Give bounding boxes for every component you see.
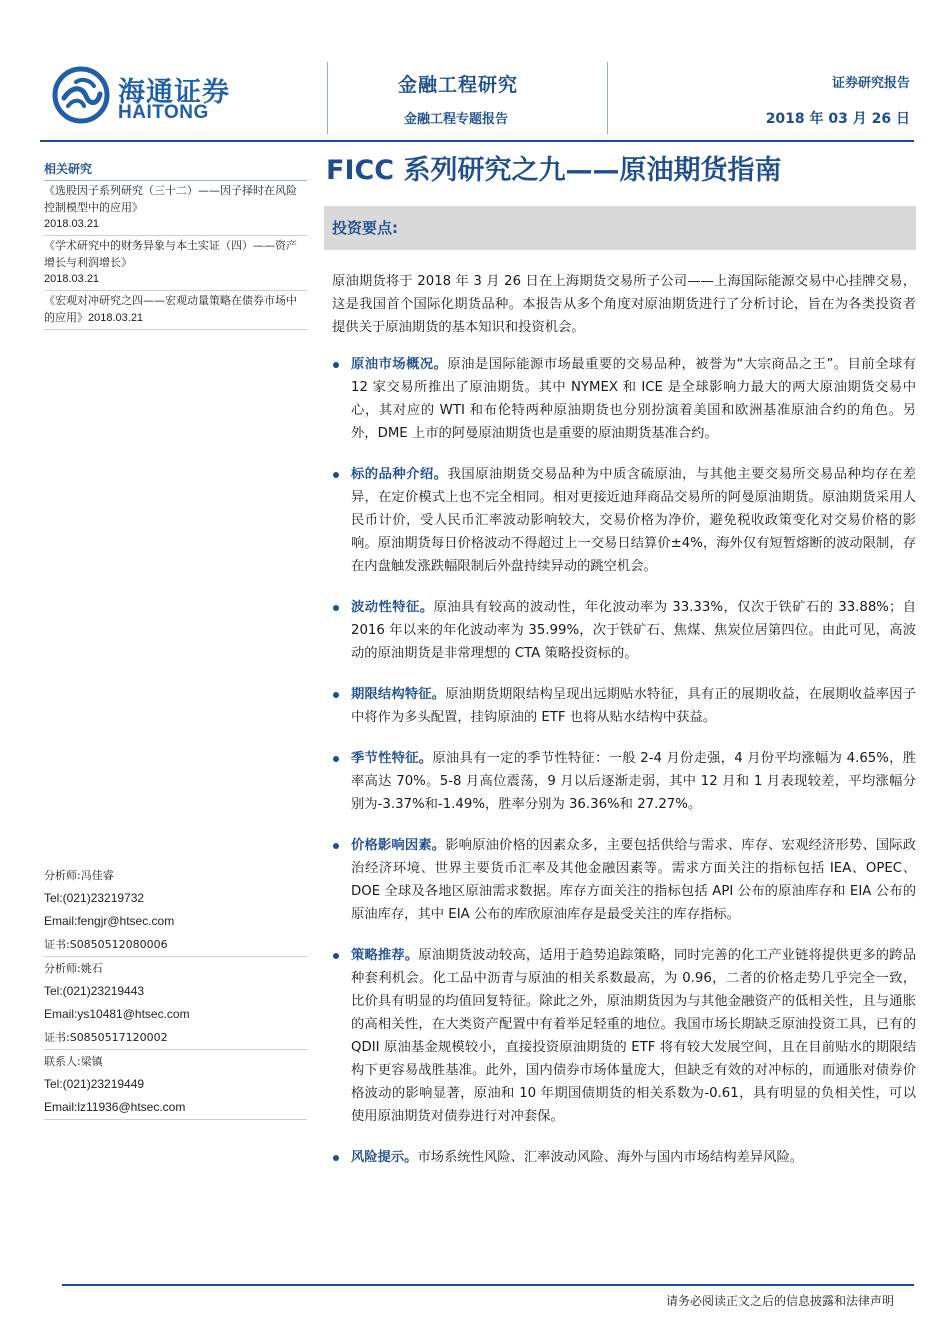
key-point [324,747,916,816]
contact-name: 联系人:梁镇 [44,1055,103,1068]
key-points-label: 投资要点: [332,219,398,237]
analyst-certificate: 证书:S0850517120002 [44,1031,168,1044]
bullet-dot-icon [333,953,339,959]
related-report-date: 2018.03.21 [88,312,144,324]
analyst-email[interactable]: Email:ys10481@htsec.com [44,1007,190,1021]
analyst-contact [44,864,307,957]
key-point-text: 我国原油期货交易品种为中质含硫原油，与其他主要交易所交易品种均存在差异，在定价模式上也不完全相同。相对更接近迪拜商品交易所的阿曼原油期货。原油期货采用人民币计价，受人民币汇率波动影响较大，交易价格为净价，避免税收政策变化对交易价格的影响。原油期货每日价格波动不得超过上一交易日结算价±4%，海外仅有短暂熔断的波动限制，存在内盘触发涨跌幅限制后外盘持续异动的跳空机会。 [351,467,917,574]
key-point-text: 市场系统性风险、汇率波动风险、海外与国内市场结构差异风险。 [417,1150,804,1165]
analyst-tel: Tel:(021)23219732 [44,891,145,905]
key-point [324,834,916,926]
analyst-tel: Tel:(021)23219443 [44,984,145,998]
key-point [324,596,916,665]
key-point-heading: 价格影响因素。 [351,838,446,853]
key-point [324,463,916,578]
key-point-text: 影响原油价格的因素众多，主要包括供给与需求、库存、宏观经济形势、国际政治经济环境、世界主要货币汇率及其他金融因素等。需求方面关注的指标包括 IEA、OPEC、DOE 全球及各地区原油需求数据。库存方面关注的指标包括 API 公布的原油库存和 EIA 公布的原油库存，其中 EIA 公布的库欣原油库存是最受关注的库存指标。 [351,838,917,922]
report-title: FICC 系列研究之九——原油期货指南 [326,155,782,186]
bullet-dot-icon [333,362,339,368]
header-divider-left [327,62,328,134]
header-divider-right [607,62,608,134]
contact-email[interactable]: Email:lz11936@htsec.com [44,1100,186,1114]
logo-chinese-text: 海通证券 [118,77,230,108]
analyst-contact [44,1050,307,1120]
key-point-heading: 波动性特征。 [351,600,434,615]
key-points-list [324,353,916,1169]
report-date: 2018 年 03 月 26 日 [765,111,910,127]
main-content [324,150,916,1187]
key-point-heading: 季节性特征。 [351,751,433,766]
department-title: 金融工程研究 [398,74,519,96]
key-point-text: 原油具有较高的波动性，年化波动率为 33.33%，仅次于铁矿石的 33.88%；自 2016 年以来的年化波动率为 35.99%，次于铁矿石、焦煤、焦炭位居第四位。由此可见，高波动的原油期货是非常理想的 CTA 策略投资标的。 [351,600,917,661]
contact-tel: Tel:(021)23219449 [44,1077,145,1091]
haitong-logo-icon [52,66,110,124]
key-point [324,1146,916,1169]
bullet-dot-icon [333,692,339,698]
key-point-text: 原油期货波动较高，适用于趋势追踪策略，同时完善的化工产业链将提供更多的跨品种套利机会。化工品中沥青与原油的相关系数最高，为 0.96，二者的价格走势几乎完全一致，比价具有明显的均值回复特征。除此之外，原油期货因为与其他金融资产的低相关性，且与通胀的高相关性，在大类资产配置中有着举足轻重的地位。我国市场长期缺乏原油投资工具，已有的 QDII 原油基金规模较小，直接投资原油期货的 ETF 将有较大发展空间，且在目前贴水的期限结构下更容易战胜基准。此外，国内债券市场体量庞大，但缺乏有效的对冲标的，而通胀对债券价格波动的影响显著，原油和 10 年期国债期货的相关系数为-0.61，具有明显的负相关性，可以使用原油期货对债券进行对冲套保。 [351,948,916,1124]
key-point-text: 原油是国际能源市场最重要的交易品种，被誉为“大宗商品之王”。目前全球有 12 家交易所推出了原油期货。其中 NYMEX 和 ICE 是全球影响力最大的两大原油期货交易中心，其对应的 WTI 和布伦特两种原油期货也分别扮演着美国和欧洲基准原油合约的角色。另外，DME 上市的阿曼原油期货也是重要的原油期货基准合约。 [351,357,917,441]
haitong-logo [52,66,252,126]
header-rule [40,140,914,142]
key-point-heading: 期限结构特征。 [351,687,446,702]
bullet-dot-icon [333,843,339,849]
footer-rule [62,1284,914,1286]
bullet-dot-icon [333,605,339,611]
related-report[interactable] [44,236,307,291]
related-report-title [44,292,307,327]
key-points-bar [324,206,916,250]
related-report-title: 《选股因子系列研究（三十二）——因子择时在风险控制模型中的应用》 [44,184,297,214]
key-point-heading: 风险提示。 [351,1150,418,1165]
report-category: 金融工程专题报告 [404,112,509,127]
logo-english-text: HAITONG [118,102,209,123]
key-point-heading: 原油市场概况。 [351,357,448,372]
disclaimer-note: 请务必阅读正文之后的信息披露和法律声明 [665,1294,894,1308]
analyst-name: 分析师:冯佳睿 [44,869,114,882]
related-research-panel [44,160,307,330]
key-point-text: 原油具有一定的季节性特征：一般 2-4 月份走强，4 月份平均涨幅为 4.65%，胜率高达 70%。5-8 月高位震荡，9 月以后逐渐走弱，其中 12 月和 1 月表现较差，平均涨幅分别为-3.37%和-1.49%，胜率分别为 36.36%和 27.27%。 [351,751,917,812]
key-point [324,353,916,445]
analyst-contact [44,957,307,1050]
related-report-title: 《学术研究中的财务异象与本土实证（四）——资产增长与利润增长》 [44,239,297,269]
bullet-dot-icon [333,472,339,478]
key-point [324,683,916,729]
key-point-text: 原油期货期限结构呈现出远期贴水特征，具有正的展期收益，在展期收益率因子中将作为多头配置，挂钩原油的 ETF 也将从贴水结构中获益。 [351,687,917,725]
analyst-certificate: 证书:S0850512080006 [44,938,168,951]
related-report-date: 2018.03.21 [44,273,100,285]
bullet-dot-icon [333,756,339,762]
analyst-name: 分析师:姚石 [44,962,103,975]
intro-paragraph: 原油期货将于 2018 年 3 月 26 日在上海期货交易所子公司——上海国际能源交易中心挂牌交易，这是我国首个国际化期货品种。本报告从多个角度对原油期货进行了分析讨论，旨在为各类投资者提供关于原油期货的基本知识和投资机会。 [332,274,916,335]
analyst-contacts [44,864,307,1120]
bullet-dot-icon [333,1155,339,1161]
related-report[interactable] [44,181,307,236]
related-research-title: 相关研究 [44,160,307,181]
key-point-heading: 标的品种介绍。 [351,467,448,482]
key-point [324,944,916,1128]
related-report-title-text: 《宏观对冲研究之四——宏观动量策略在债券市场中的应用》 [44,294,297,324]
report-type: 证券研究报告 [831,76,910,91]
related-report[interactable] [44,291,307,330]
analyst-email[interactable]: Email:fengjr@htsec.com [44,914,175,928]
related-report-date: 2018.03.21 [44,218,100,230]
key-point-heading: 策略推荐。 [351,948,419,963]
